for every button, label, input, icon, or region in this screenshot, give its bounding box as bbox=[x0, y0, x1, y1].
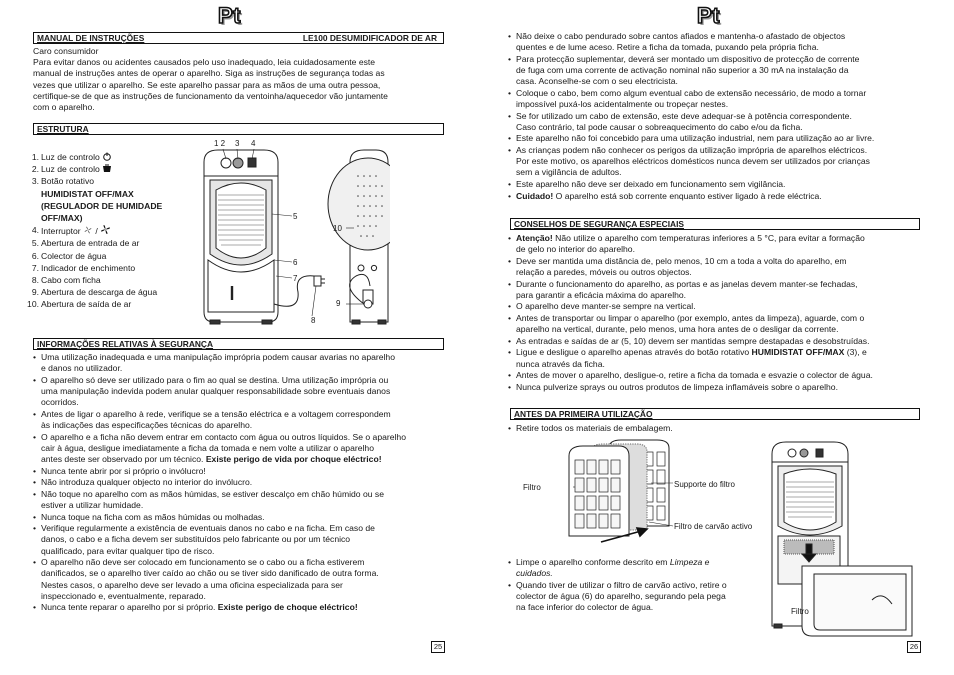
list-item: • Coloque o cabo, bem como algum eventual cabo de extensão necessário, de modo a tornar impossível puxá-los acidentalmente ou tropeçar nestes. bbox=[508, 88, 928, 110]
structure-title-text: ESTRUTURA bbox=[37, 124, 89, 134]
callout-9: 9 bbox=[336, 299, 341, 308]
list-item: • Deve ser mantida uma distância de, pelo menos, 10 cm a toda a volta do aparelho, em relação a paredes, móveis ou outros objectos. bbox=[508, 256, 928, 278]
dehumidifier-structure-diagram bbox=[190, 136, 390, 328]
list-item: • O aparelho e a ficha não devem entrar em contacto com água ou outros líquidos. Se o aparelho cair à água, desligue imediatamente a ficha da tomada e nem volte a utilizar o aparelho antes deste ser observado por um técnico. Existe perigo de vida por choque eléctrico! bbox=[33, 432, 453, 466]
structure-section-title bbox=[33, 123, 444, 135]
back-view bbox=[328, 150, 390, 324]
list-item: • Não deixe o cabo pendurado sobre cantos afiados e mantenha-o afastado de objectos quentes e de lume aceso. Retire a ficha da tomada, puxando pela própria ficha. bbox=[508, 31, 928, 53]
list-item: • O aparelho só deve ser utilizado para o fim ao qual se destina. Uma utilização imprópria ou uma manipulação indevida podem anular qualquer responsabilidade sobre eventuais danos ocorridos. bbox=[33, 375, 453, 409]
intro-line: Caro consumidor bbox=[33, 46, 99, 56]
manual-title: MANUAL DE INSTRUÇÕES bbox=[37, 33, 145, 43]
callout-8: 8 bbox=[311, 316, 316, 325]
special-safety-bullet-list bbox=[508, 233, 928, 393]
page-number: 26 bbox=[907, 641, 921, 653]
intro-line: certifique-se de que as instruções de funcionamento da ventoinha/aquecedor vão juntamente bbox=[33, 90, 388, 101]
list-item: • Uma utilização inadequada e uma manipulação imprópria podem causar avarias no aparelho e danos no utilizador. bbox=[33, 352, 453, 374]
list-item: • Nunca pulverize sprays ou outros produtos de limpeza inflamáveis sobre o aparelho. bbox=[508, 382, 928, 393]
part-item: 6. Colector de água bbox=[31, 250, 107, 261]
list-item: • Este aparelho não deve ser deixado em funcionamento sem vigilância. bbox=[508, 179, 928, 190]
tank-removal-illustration bbox=[762, 440, 922, 640]
list-item: • Atenção! Não utilize o aparelho com temperaturas inferiores a 5 °C, para evitar a formação de gelo no interior do aparelho. bbox=[508, 233, 928, 255]
label-filter-2: Filtro bbox=[791, 607, 809, 616]
part-item-sub: (REGULADOR DE HUMIDADE bbox=[41, 200, 163, 211]
tank-full-icon bbox=[102, 164, 112, 173]
list-item: • Para protecção suplementar, deverá ser montado um dispositivo de protecção de corrente de fuga com uma corrente de activação nominal não superior a 30 mA na instalação da casa. Aconselhe-se com o seu electricista. bbox=[508, 54, 928, 88]
list-item: • Se for utilizado um cabo de extensão, este deve adequar-se à potência correspondente. Caso contrário, tal pode causar o sobreaquecimento do cabo e/ou da ficha. bbox=[508, 111, 928, 133]
part-item: 7. Indicador de enchimento bbox=[31, 262, 136, 273]
part-item: 4. Interruptor / bbox=[26, 224, 196, 237]
safety-bullet-list-continued bbox=[508, 31, 928, 202]
list-item: • As crianças podem não conhecer os perigos da utilização imprópria de aparelhos eléctricos. Por este motivo, os aparelhos eléctricos domésticos nunca devem ser utilizados por crianças sem a vigilância de adultos. bbox=[508, 145, 928, 179]
special-safety-section-title bbox=[510, 218, 920, 230]
callout-10: 10 bbox=[333, 224, 342, 233]
safety-section-title bbox=[33, 338, 444, 350]
power-light-icon bbox=[102, 152, 112, 161]
list-item: • Nunca tente reparar o aparelho por si próprio. Existe perigo de choque eléctrico! bbox=[33, 602, 453, 613]
part-item: 9. Abertura de descarga de água bbox=[31, 287, 158, 298]
language-heading: Pt bbox=[697, 3, 720, 28]
intro-line: manual de instruções antes de operar o aparelho. Siga as instruções de segurança todas as bbox=[33, 68, 385, 79]
first-use-bullet-list bbox=[508, 423, 808, 435]
cleaning-bullet-list bbox=[508, 557, 773, 614]
part-item: 8. Cabo com ficha bbox=[31, 275, 101, 286]
part-item-sub: HUMIDISTAT OFF/MAX bbox=[41, 188, 134, 199]
callout-3: 3 bbox=[235, 139, 240, 148]
list-item: • Ligue e desligue o aparelho apenas através do botão rotativo HUMIDISTAT OFF/MAX (3), e nunca através da ficha. bbox=[508, 347, 928, 369]
part-item: 10. Abertura de saída de ar bbox=[27, 299, 132, 310]
page-number: 25 bbox=[431, 641, 445, 653]
fan-low-icon bbox=[83, 225, 93, 235]
safety-bullet-list bbox=[33, 352, 453, 614]
part-item: 5. Abertura de entrada de ar bbox=[31, 238, 140, 249]
part-item: 2. Luz de controlo bbox=[26, 163, 196, 175]
intro-line: Para evitar danos ou acidentes causados pelo uso inadequado, leia cuidadosamente este bbox=[33, 57, 376, 68]
list-item: • Não introduza qualquer objecto no interior do invólucro. bbox=[33, 477, 453, 488]
parts-list bbox=[26, 151, 196, 311]
page-right bbox=[477, 0, 954, 675]
list-item: • As entradas e saídas de ar (5, 10) devem ser mantidas sempre destapadas e desobstruídas. bbox=[508, 336, 928, 347]
list-item: • Retire todos os materiais de embalagem. bbox=[508, 423, 808, 434]
callout-1-2: 1 2 bbox=[214, 139, 226, 148]
part-item-sub: OFF/MAX) bbox=[41, 213, 83, 224]
list-item: • Verifique regularmente a existência de eventuais danos no cabo e na ficha. Em caso de danos, o cabo e a ficha devem ser substituídos pelo fabricante ou por um técnico qualificado, para evitar qualquer tipo de risco. bbox=[33, 523, 453, 557]
list-item: • Antes de mover o aparelho, desligue-o, retire a ficha da tomada e esvazie o colector de água. bbox=[508, 370, 928, 381]
list-item: • O aparelho não deve ser colocado em funcionamento se o cabo ou a ficha estiverem danificados, se o aparelho tiver caído ao chão ou se tiver sido danificado de outra forma. Nestes casos, o aparelho deve ser levado a uma oficina especializada para ser inspeccionado e, eventualmente, reparado. bbox=[33, 557, 453, 602]
manual-title-bar bbox=[33, 32, 444, 44]
callout-5: 5 bbox=[293, 212, 298, 221]
front-view bbox=[204, 150, 325, 324]
label-filter-support: Supporte do filtro bbox=[674, 480, 735, 489]
list-item: • Nunca tente abrir por si próprio o invólucro! bbox=[33, 466, 453, 477]
first-use-title-text: ANTES DA PRIMEIRA UTILIZAÇÃO bbox=[514, 409, 653, 419]
part-item: 3. Botão rotativo bbox=[31, 176, 95, 187]
list-item: • Quando tiver de utilizar o filtro de carvão activo, retire o colector de água (6) do aparelho, segurando pela pega na face inferior do colector de água. bbox=[508, 580, 773, 614]
language-heading: Pt bbox=[218, 3, 241, 28]
list-item: • Antes de ligar o aparelho à rede, verifique se a tensão eléctrica e a voltagem correspondem às indicações das especificações técnicas do aparelho. bbox=[33, 409, 453, 431]
first-use-section-title bbox=[510, 408, 920, 420]
part-item: 1. Luz de controlo bbox=[26, 151, 196, 163]
intro-line: vezes que utilizar o aparelho. Se este aparelho passar para as mãos de uma outra pessoa, bbox=[33, 79, 381, 90]
list-item: • O aparelho deve manter-se sempre na vertical. bbox=[508, 301, 928, 312]
filter-leader-lines bbox=[551, 476, 681, 530]
fan-high-icon bbox=[100, 224, 111, 235]
list-item: • Durante o funcionamento do aparelho, as portas e as janelas devem manter-se fechadas, para garantir a eficácia máxima do aparelho. bbox=[508, 279, 928, 301]
list-item: • Este aparelho não foi concebido para uma utilização industrial, nem para utilização ao ar livre. bbox=[508, 133, 928, 144]
intro-text bbox=[33, 46, 453, 113]
callout-6: 6 bbox=[293, 258, 298, 267]
list-item: • Cuidado! O aparelho está sob corrente enquanto estiver ligado à rede eléctrica. bbox=[508, 191, 928, 202]
list-item: • Nunca toque na ficha com as mãos húmidas ou molhadas. bbox=[33, 512, 453, 523]
model-title: LE100 DESUMIDIFICADOR DE AR bbox=[302, 33, 437, 43]
intro-line: com o aparelho. bbox=[33, 102, 95, 113]
list-item: • Antes de transportar ou limpar o aparelho (por exemplo, antes da limpeza), aguarde, com o aparelho na vertical, durante, pelo menos, uma hora antes de o desligar da corrente. bbox=[508, 313, 928, 335]
special-title-text: CONSELHOS DE SEGURANÇA ESPECIAIS bbox=[514, 219, 685, 229]
label-filter: Filtro bbox=[523, 483, 541, 492]
callout-7: 7 bbox=[293, 274, 298, 283]
label-carbon-filter: Filtro de carvão activo bbox=[674, 522, 753, 531]
list-item: • Limpe o aparelho conforme descrito em Limpeza e cuidados. bbox=[508, 557, 773, 579]
safety-title-text: INFORMAÇÕES RELATIVAS À SEGURANÇA bbox=[37, 339, 214, 349]
callout-4: 4 bbox=[251, 139, 256, 148]
list-item: • Não toque no aparelho com as mãos húmidas, se estiver descalço em chão húmido ou se estiver a utilizar humidade. bbox=[33, 489, 453, 511]
